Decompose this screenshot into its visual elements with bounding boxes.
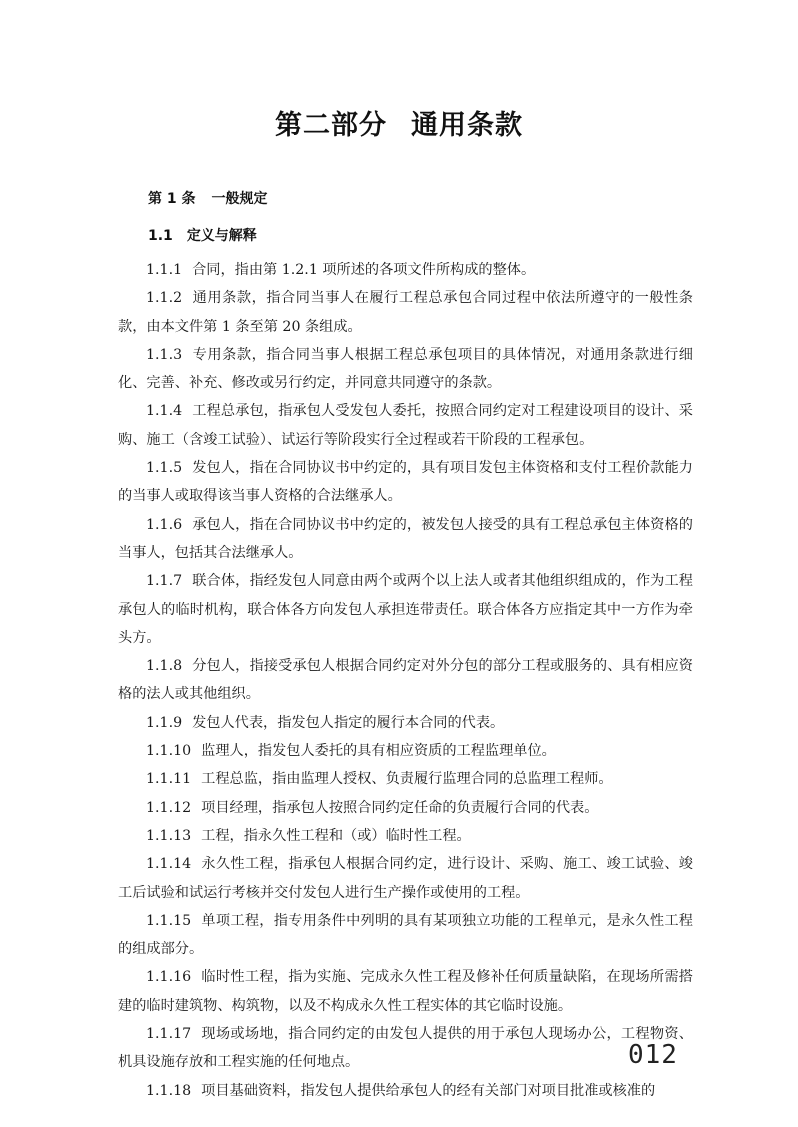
article-number: 第 1 条: [148, 191, 196, 207]
section-heading: [148, 225, 257, 245]
clause-paragraph: [118, 454, 693, 511]
clause-text: 承包人，指在合同协议书中约定的，被发包人接受的具有工程总承包主体资格的当事人，包括其合法继承人。: [118, 516, 693, 561]
clause-text: 永久性工程，指承包人根据合同约定，进行设计、采购、施工、竣工试验、竣工后试验和试运行考核并交付发包人进行生产操作或使用的工程。: [118, 856, 693, 901]
clause-number: 1.1.5: [146, 460, 183, 477]
article-name: 一般规定: [211, 191, 268, 207]
page-title: [0, 103, 798, 142]
clause-paragraph: [118, 397, 693, 454]
clause-paragraph: [118, 256, 693, 284]
clause-paragraph: [118, 709, 693, 737]
clause-number: 1.1.14: [146, 856, 192, 873]
clause-paragraph: [118, 1077, 693, 1105]
clause-number: 1.1.9: [146, 714, 183, 731]
clause-paragraph: [118, 341, 693, 398]
clause-text: 专用条款，指合同当事人根据工程总承包项目的具体情况，对通用条款进行细化、完善、补充、修改或另行约定，并同意共同遵守的条款。: [118, 346, 693, 392]
clause-number: 1.1.8: [146, 658, 183, 675]
clause-number: 1.1.7: [146, 573, 183, 590]
clause-paragraph: [118, 737, 693, 765]
clause-number: 1.1.15: [146, 912, 192, 929]
clause-text: 联合体，指经发包人同意由两个或两个以上法人或者其他组织组成的，作为工程承包人的临时机构，联合体各方向发包人承担连带责任。联合体各方应指定其中一方作为牵头方。: [118, 573, 693, 646]
clause-text: 发包人代表，指发包人指定的履行本合同的代表。: [192, 714, 505, 731]
section-number: 1.1: [148, 228, 173, 244]
clause-number: 1.1.1: [146, 262, 183, 278]
clause-paragraph: [118, 822, 693, 850]
section-name: 定义与解释: [186, 228, 257, 244]
clause-paragraph: [118, 850, 693, 907]
clause-number: 1.1.16: [146, 969, 192, 986]
article-heading: [148, 188, 268, 208]
clause-paragraph: [118, 511, 693, 568]
clause-text: 分包人，指接受承包人根据合同约定对外分包的部分工程或服务的、具有相应资格的法人或其他组织。: [118, 658, 693, 703]
clause-paragraph: [118, 765, 693, 793]
clause-number: 1.1.3: [146, 346, 183, 363]
clause-text: 合同，指由第 1.2.1 项所述的各项文件所构成的整体。: [192, 262, 536, 278]
clause-number: 1.1.13: [146, 827, 192, 844]
clause-text: 监理人，指发包人委托的具有相应资质的工程监理单位。: [201, 743, 556, 760]
clause-text: 单项工程，指专用条件中列明的具有某项独立功能的工程单元，是永久性工程的组成部分。: [118, 912, 693, 958]
clause-number: 1.1.2: [146, 290, 183, 307]
clause-number: 1.1.17: [146, 1026, 192, 1043]
clause-text: 工程，指永久性工程和（或）临时性工程。: [201, 827, 471, 844]
clause-text: 现场或场地，指合同约定的由发包人提供的用于承包人现场办公，工程物资、机具设施存放和工程实施的任何地点。: [118, 1026, 693, 1071]
clause-number: 1.1.18: [146, 1082, 192, 1099]
clause-text: 工程总监，指由监理人授权、负责履行监理合同的总监理工程师。: [201, 771, 613, 788]
clause-paragraph: [118, 1020, 693, 1077]
clause-text: 发包人，指在合同协议书中约定的，具有项目发包主体资格和支付工程价款能力的当事人或取得该当事人资格的合法继承人。: [118, 460, 693, 505]
clause-text: 临时性工程，指为实施、完成永久性工程及修补任何质量缺陷，在现场所需搭建的临时建筑物、构筑物，以及不构成永久性工程实体的其它临时设施。: [118, 969, 693, 1014]
clause-paragraph: [118, 794, 693, 822]
title-name: 通用条款: [411, 110, 523, 141]
clause-number: 1.1.4: [146, 403, 183, 420]
clause-paragraph: [118, 567, 693, 652]
clause-list: [118, 256, 693, 1105]
clause-text: 工程总承包，指承包人受发包人委托，按照合同约定对工程建设项目的设计、采购、施工（含竣工试验）、试运行等阶段实行全过程或若干阶段的工程承包。: [118, 403, 693, 448]
clause-paragraph: [118, 963, 693, 1020]
clause-number: 1.1.10: [146, 743, 192, 760]
clause-paragraph: [118, 284, 693, 341]
clause-text: 项目经理，指承包人按照合同约定任命的负责履行合同的代表。: [201, 799, 599, 816]
clause-number: 1.1.12: [146, 799, 192, 816]
clause-text: 项目基础资料，指发包人提供给承包人的经有关部门对项目批准或核准的: [201, 1082, 656, 1099]
clause-paragraph: [118, 652, 693, 709]
clause-text: 通用条款，指合同当事人在履行工程总承包合同过程中依法所遵守的一般性条款，由本文件第 1 条至第 20 条组成。: [118, 290, 693, 335]
clause-paragraph: [118, 907, 693, 964]
title-part: 第二部分: [275, 110, 387, 141]
clause-number: 1.1.11: [146, 771, 192, 788]
page-number: 012: [628, 1040, 678, 1070]
clause-number: 1.1.6: [146, 516, 183, 533]
